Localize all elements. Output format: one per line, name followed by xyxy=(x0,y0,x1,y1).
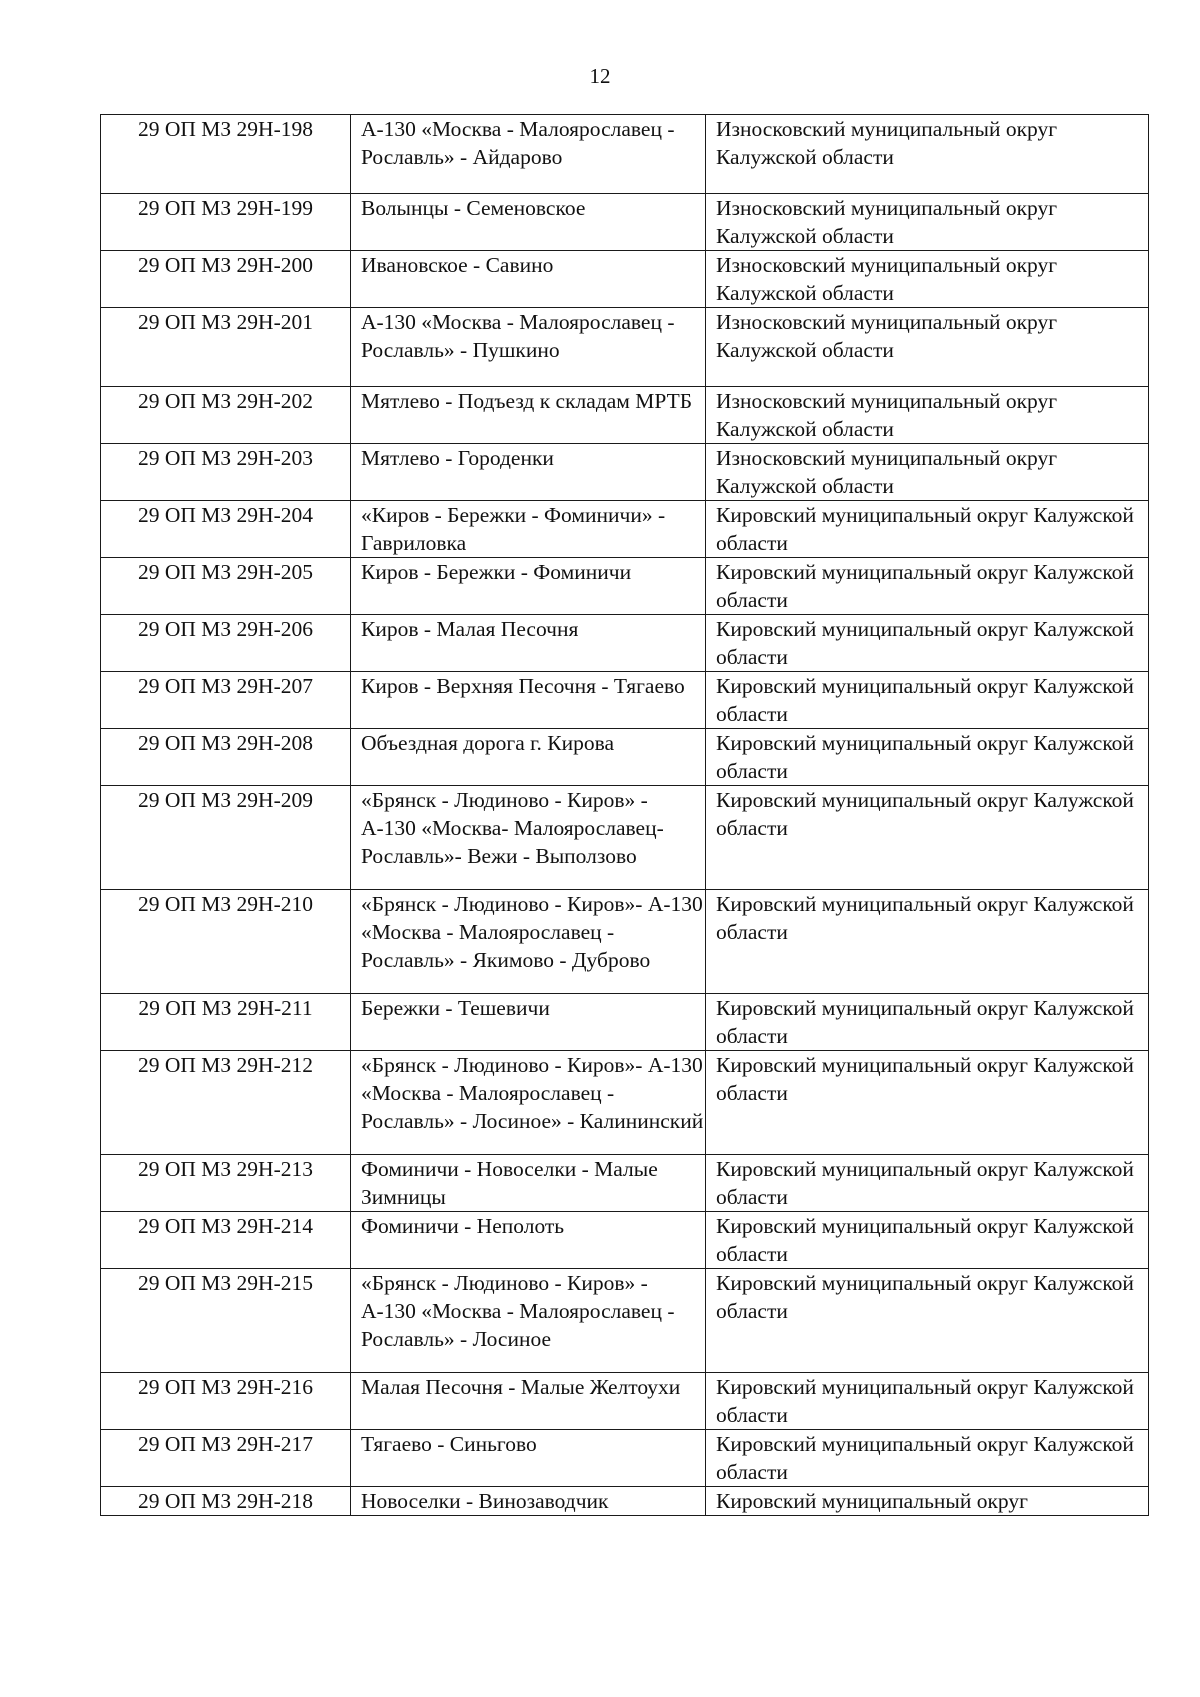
road-name: Мятлево - Подъезд к складам МРТБ xyxy=(361,389,693,413)
road-name-cell xyxy=(351,890,706,994)
district-name: Кировский муниципальный округ Калужской области xyxy=(716,1157,1134,1209)
road-code-cell xyxy=(101,194,351,251)
road-name: Малая Песочня - Малые Желтоухи xyxy=(361,1375,681,1399)
district-cell xyxy=(706,1155,1149,1212)
road-name: Фоминичи - Неполоть xyxy=(361,1214,565,1238)
district-name: Кировский муниципальный округ Калужской области xyxy=(716,503,1134,555)
road-code: 29 ОП МЗ 29Н-212 xyxy=(137,1053,313,1077)
district-name: Износковский муниципальный округ Калужской области xyxy=(716,196,1058,248)
road-code-cell xyxy=(101,672,351,729)
table-row xyxy=(101,444,1149,501)
road-code-cell xyxy=(101,786,351,890)
road-code: 29 ОП МЗ 29Н-202 xyxy=(137,389,313,413)
road-code: 29 ОП МЗ 29Н-210 xyxy=(137,892,313,916)
district-cell xyxy=(706,1487,1149,1516)
road-code: 29 ОП МЗ 29Н-203 xyxy=(137,446,313,470)
road-name-cell xyxy=(351,615,706,672)
district-cell xyxy=(706,729,1149,786)
road-name-cell xyxy=(351,387,706,444)
table-row xyxy=(101,1269,1149,1373)
roads-table xyxy=(100,114,1149,1516)
road-code: 29 ОП МЗ 29Н-216 xyxy=(137,1375,313,1399)
table-row xyxy=(101,615,1149,672)
district-cell xyxy=(706,558,1149,615)
road-name: Новоселки - Винозаводчик xyxy=(361,1489,609,1513)
district-cell xyxy=(706,1212,1149,1269)
road-code: 29 ОП МЗ 29Н-199 xyxy=(137,196,313,220)
district-name: Кировский муниципальный округ Калужской области xyxy=(716,560,1134,612)
road-code-cell xyxy=(101,308,351,387)
road-name: Фоминичи - Новоселки - Малые Зимницы xyxy=(361,1157,658,1209)
road-code-cell xyxy=(101,1212,351,1269)
district-name: Износковский муниципальный округ Калужской области xyxy=(716,389,1058,441)
road-name: Бережки - Тешевичи xyxy=(361,996,550,1020)
road-code: 29 ОП МЗ 29Н-217 xyxy=(137,1432,313,1456)
road-code-cell xyxy=(101,115,351,194)
road-code: 29 ОП МЗ 29Н-206 xyxy=(137,617,313,641)
district-name: Кировский муниципальный округ Калужской области xyxy=(716,731,1134,783)
road-code-cell xyxy=(101,501,351,558)
road-code: 29 ОП МЗ 29Н-200 xyxy=(137,253,313,277)
road-name-cell xyxy=(351,501,706,558)
district-cell xyxy=(706,672,1149,729)
table-row xyxy=(101,1212,1149,1269)
district-name: Кировский муниципальный округ Калужской области xyxy=(716,892,1134,944)
road-name: Волынцы - Семеновское xyxy=(361,196,586,220)
road-name-cell xyxy=(351,1155,706,1212)
road-code-cell xyxy=(101,387,351,444)
road-name-cell xyxy=(351,115,706,194)
road-code: 29 ОП МЗ 29Н-205 xyxy=(137,560,313,584)
road-name: Тягаево - Синьгово xyxy=(361,1432,537,1456)
road-code-cell xyxy=(101,994,351,1051)
district-cell xyxy=(706,194,1149,251)
road-name: «Брянск - Людиново - Киров»- А-130 «Москва - Малоярославец - Рославль» - Якимово - Дуброво xyxy=(361,892,703,972)
road-code: 29 ОП МЗ 29Н-198 xyxy=(137,117,313,141)
road-name-cell xyxy=(351,558,706,615)
table-row xyxy=(101,1373,1149,1430)
district-cell xyxy=(706,115,1149,194)
road-code-cell xyxy=(101,1373,351,1430)
road-code: 29 ОП МЗ 29Н-201 xyxy=(137,310,313,334)
road-code: 29 ОП МЗ 29Н-207 xyxy=(137,674,313,698)
road-name: А-130 «Москва - Малоярославец - Рославль» - Пушкино xyxy=(361,310,675,362)
district-name: Кировский муниципальный округ Калужской области xyxy=(716,996,1134,1048)
district-name: Кировский муниципальный округ xyxy=(716,1489,1028,1513)
road-name: Ивановское - Савино xyxy=(361,253,554,277)
road-name-cell xyxy=(351,1373,706,1430)
road-code: 29 ОП МЗ 29Н-213 xyxy=(137,1157,313,1181)
road-name: А-130 «Москва - Малоярославец - Рославль» - Айдарово xyxy=(361,117,675,169)
road-name: Объездная дорога г. Кирова xyxy=(361,731,615,755)
road-code-cell xyxy=(101,558,351,615)
table-row xyxy=(101,501,1149,558)
road-name-cell xyxy=(351,994,706,1051)
district-cell xyxy=(706,1269,1149,1373)
road-code-cell xyxy=(101,251,351,308)
road-code-cell xyxy=(101,1269,351,1373)
road-code: 29 ОП МЗ 29Н-211 xyxy=(138,996,313,1020)
district-cell xyxy=(706,1373,1149,1430)
table-row xyxy=(101,115,1149,194)
district-cell xyxy=(706,1430,1149,1487)
district-name: Износковский муниципальный округ Калужской области xyxy=(716,310,1058,362)
road-code-cell xyxy=(101,890,351,994)
road-name-cell xyxy=(351,1051,706,1155)
table-row xyxy=(101,786,1149,890)
road-name-cell xyxy=(351,672,706,729)
table-row xyxy=(101,308,1149,387)
road-code-cell xyxy=(101,615,351,672)
road-code-cell xyxy=(101,729,351,786)
road-code: 29 ОП МЗ 29Н-218 xyxy=(137,1489,313,1513)
district-name: Кировский муниципальный округ Калужской области xyxy=(716,1053,1134,1105)
district-cell xyxy=(706,251,1149,308)
road-name-cell xyxy=(351,194,706,251)
road-code: 29 ОП МЗ 29Н-214 xyxy=(137,1214,313,1238)
table-row xyxy=(101,729,1149,786)
table-row xyxy=(101,1051,1149,1155)
district-cell xyxy=(706,786,1149,890)
district-cell xyxy=(706,501,1149,558)
table-row xyxy=(101,387,1149,444)
table-row xyxy=(101,1430,1149,1487)
road-name-cell xyxy=(351,1269,706,1373)
road-name: «Брянск - Людиново - Киров»- А-130 «Москва - Малоярославец - Рославль» - Лосиное» - Калининский xyxy=(361,1053,704,1133)
district-name: Кировский муниципальный округ Калужской области xyxy=(716,674,1134,726)
road-code-cell xyxy=(101,444,351,501)
road-code: 29 ОП МЗ 29Н-208 xyxy=(137,731,313,755)
page-number: 12 xyxy=(589,64,611,88)
road-code-cell xyxy=(101,1051,351,1155)
road-name-cell xyxy=(351,729,706,786)
district-name: Кировский муниципальный округ Калужской области xyxy=(716,1214,1134,1266)
road-name-cell xyxy=(351,1487,706,1516)
road-name-cell xyxy=(351,251,706,308)
road-code: 29 ОП МЗ 29Н-204 xyxy=(137,503,313,527)
district-name: Кировский муниципальный округ Калужской области xyxy=(716,788,1134,840)
district-name: Кировский муниципальный округ Калужской области xyxy=(716,617,1134,669)
road-name-cell xyxy=(351,1212,706,1269)
road-name-cell xyxy=(351,786,706,890)
road-code: 29 ОП МЗ 29Н-215 xyxy=(137,1271,313,1295)
road-name: «Брянск - Людиново - Киров» - А-130 «Москва - Малоярославец - Рославль» - Лосиное xyxy=(361,1271,675,1351)
district-name: Кировский муниципальный округ Калужской области xyxy=(716,1432,1134,1484)
road-name: Киров - Бережки - Фоминичи xyxy=(361,560,632,584)
district-name: Кировский муниципальный округ Калужской области xyxy=(716,1271,1134,1323)
district-name: Кировский муниципальный округ Калужской области xyxy=(716,1375,1134,1427)
road-code-cell xyxy=(101,1155,351,1212)
district-name: Износковский муниципальный округ Калужской области xyxy=(716,117,1058,169)
table-row xyxy=(101,251,1149,308)
district-cell xyxy=(706,387,1149,444)
district-cell xyxy=(706,1051,1149,1155)
road-code-cell xyxy=(101,1487,351,1516)
district-cell xyxy=(706,444,1149,501)
roads-table-body xyxy=(101,115,1149,1516)
table-row xyxy=(101,994,1149,1051)
road-name: Мятлево - Городенки xyxy=(361,446,554,470)
road-code: 29 ОП МЗ 29Н-209 xyxy=(137,788,313,812)
road-code-cell xyxy=(101,1430,351,1487)
district-name: Износковский муниципальный округ Калужской области xyxy=(716,446,1058,498)
table-row xyxy=(101,672,1149,729)
district-cell xyxy=(706,308,1149,387)
table-row xyxy=(101,1155,1149,1212)
table-row xyxy=(101,194,1149,251)
table-row xyxy=(101,890,1149,994)
district-name: Износковский муниципальный округ Калужской области xyxy=(716,253,1058,305)
road-name-cell xyxy=(351,308,706,387)
district-cell xyxy=(706,615,1149,672)
road-name: Киров - Малая Песочня xyxy=(361,617,579,641)
road-name: Киров - Верхняя Песочня - Тягаево xyxy=(361,674,685,698)
road-name-cell xyxy=(351,1430,706,1487)
road-name: «Киров - Бережки - Фоминичи» - Гавриловка xyxy=(361,503,666,555)
district-cell xyxy=(706,994,1149,1051)
table-row xyxy=(101,1487,1149,1516)
road-name: «Брянск - Людиново - Киров» - А-130 «Москва- Малоярославец-Рославль»- Вежи - Выползово xyxy=(361,788,664,868)
road-name-cell xyxy=(351,444,706,501)
district-cell xyxy=(706,890,1149,994)
table-row xyxy=(101,558,1149,615)
